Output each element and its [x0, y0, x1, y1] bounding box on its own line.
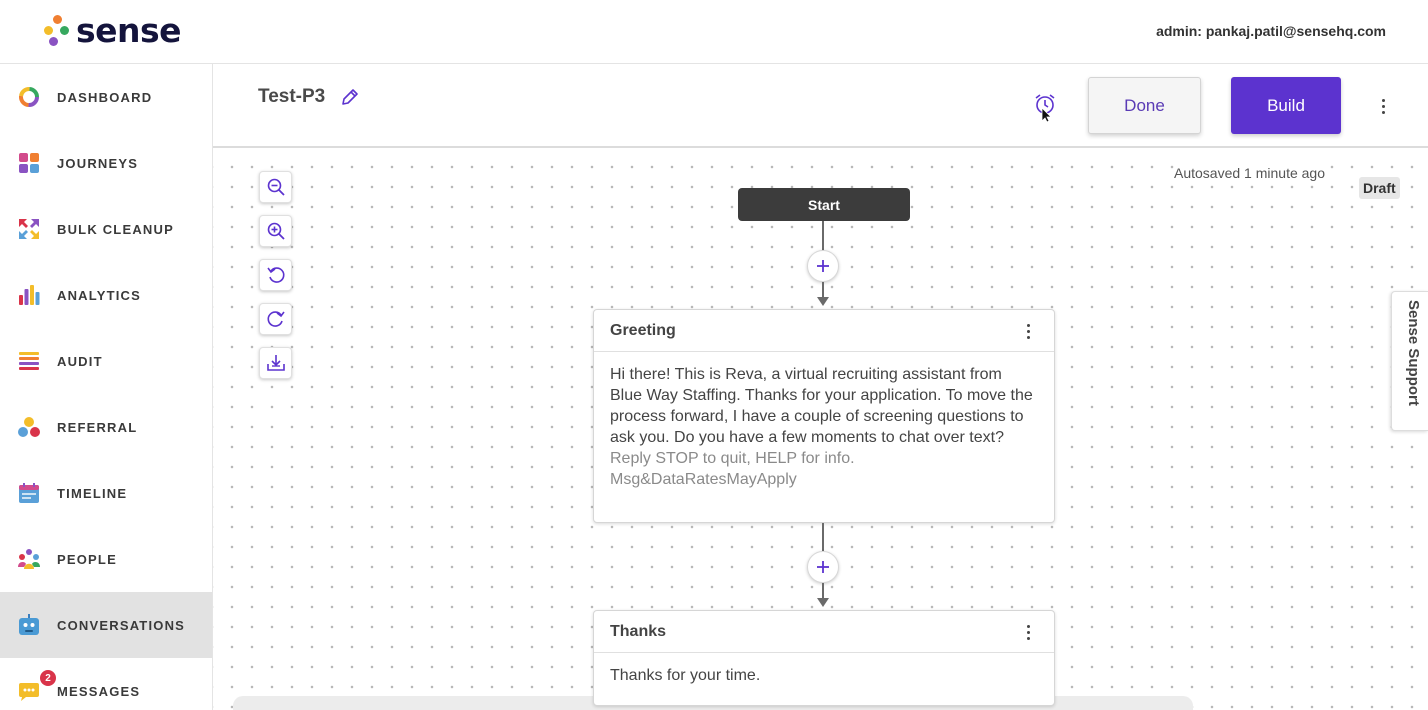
logo-dots-icon [42, 13, 70, 49]
sidebar-item-label: JOURNEYS [57, 155, 139, 171]
sidebar-item-audit[interactable] [0, 328, 212, 394]
alarm-clock-icon[interactable] [1033, 92, 1057, 116]
audit-list-icon [17, 349, 41, 373]
sidebar-item-people[interactable] [0, 526, 212, 592]
node-menu-icon[interactable] [1024, 623, 1032, 641]
sidebar-item-label: MESSAGES [57, 683, 141, 699]
sidebar-item-label: CONVERSATIONS [57, 617, 186, 633]
top-bar [0, 0, 1428, 64]
sidebar [0, 64, 213, 710]
connector-line [822, 583, 824, 599]
connector-line [822, 282, 824, 298]
analytics-bars-icon [17, 283, 41, 307]
undo-icon[interactable] [259, 259, 292, 291]
autosave-status: Autosaved 1 minute ago [1174, 165, 1325, 181]
plus-icon [816, 259, 830, 273]
journeys-grid-icon [17, 151, 41, 175]
dashboard-ring-icon [17, 85, 41, 109]
sidebar-item-conversations[interactable] [0, 592, 212, 658]
pencil-edit-icon[interactable] [339, 86, 361, 108]
sidebar-item-label: DASHBOARD [57, 89, 153, 105]
sidebar-item-journeys[interactable] [0, 130, 212, 196]
node-header [594, 611, 1054, 653]
node-message-text: Thanks for your time. [610, 667, 761, 684]
logo-text: sense [76, 11, 182, 50]
zoom-in-icon[interactable] [259, 215, 292, 247]
connector-line [822, 523, 824, 551]
journey-canvas[interactable] [213, 150, 1428, 710]
sidebar-item-label: REFERRAL [57, 419, 138, 435]
sidebar-item-bulk-cleanup[interactable] [0, 196, 212, 262]
message-node-greeting[interactable] [593, 309, 1055, 523]
messages-badge: 2 [40, 670, 56, 686]
bulk-cleanup-arrows-icon [17, 217, 41, 241]
referral-circles-icon [17, 415, 41, 439]
sidebar-item-timeline[interactable] [0, 460, 212, 526]
sidebar-item-dashboard[interactable] [0, 64, 212, 130]
more-options-icon[interactable] [1373, 94, 1393, 118]
sidebar-item-analytics[interactable] [0, 262, 212, 328]
sense-support-tab[interactable] [1391, 291, 1428, 431]
conversations-bot-icon [17, 613, 41, 637]
node-title: Thanks [610, 623, 667, 640]
download-icon[interactable] [259, 347, 292, 379]
sidebar-item-label: BULK CLEANUP [57, 221, 174, 237]
status-badge: Draft [1359, 177, 1400, 199]
admin-user-label[interactable]: admin: pankaj.patil@sensehq.com [1156, 23, 1386, 39]
node-menu-icon[interactable] [1024, 322, 1032, 340]
sense-logo[interactable] [42, 11, 181, 51]
connector-line [822, 221, 824, 251]
timeline-calendar-icon [17, 481, 41, 505]
start-node[interactable]: Start [738, 188, 910, 221]
add-step-button[interactable] [807, 250, 839, 282]
messages-chat-icon [17, 672, 51, 703]
sidebar-item-label: AUDIT [57, 353, 103, 369]
plus-icon [816, 560, 830, 574]
support-label: Sense Support [1405, 300, 1422, 406]
arrow-down-icon [817, 297, 829, 306]
journey-header [213, 64, 1428, 148]
sidebar-item-messages[interactable] [0, 658, 212, 710]
sidebar-item-label: ANALYTICS [57, 287, 141, 303]
journey-title: Test-P3 [258, 86, 326, 107]
sidebar-item-label: PEOPLE [57, 551, 117, 567]
arrow-down-icon [817, 598, 829, 607]
done-button[interactable]: Done [1088, 77, 1201, 134]
sidebar-item-label: TIMELINE [57, 485, 128, 501]
zoom-out-icon[interactable] [259, 171, 292, 203]
node-message-text: Hi there! This is Reva, a virtual recruiting assistant from Blue Way Staffing. Thanks for your application. To move the process forward, I have a couple of screening questions to ask you. Do you have a few moments to chat over text? [610, 366, 1033, 446]
sidebar-item-referral[interactable] [0, 394, 212, 460]
build-button[interactable]: Build [1231, 77, 1341, 134]
node-header [594, 310, 1054, 352]
message-node-thanks[interactable] [593, 610, 1055, 706]
node-footer-text: Reply STOP to quit, HELP for info. Msg&DataRatesMayApply [610, 450, 855, 488]
add-step-button[interactable] [807, 551, 839, 583]
node-body [594, 352, 1054, 502]
people-group-icon [17, 547, 41, 571]
node-title: Greeting [610, 322, 676, 339]
redo-icon[interactable] [259, 303, 292, 335]
node-body [594, 653, 1054, 698]
